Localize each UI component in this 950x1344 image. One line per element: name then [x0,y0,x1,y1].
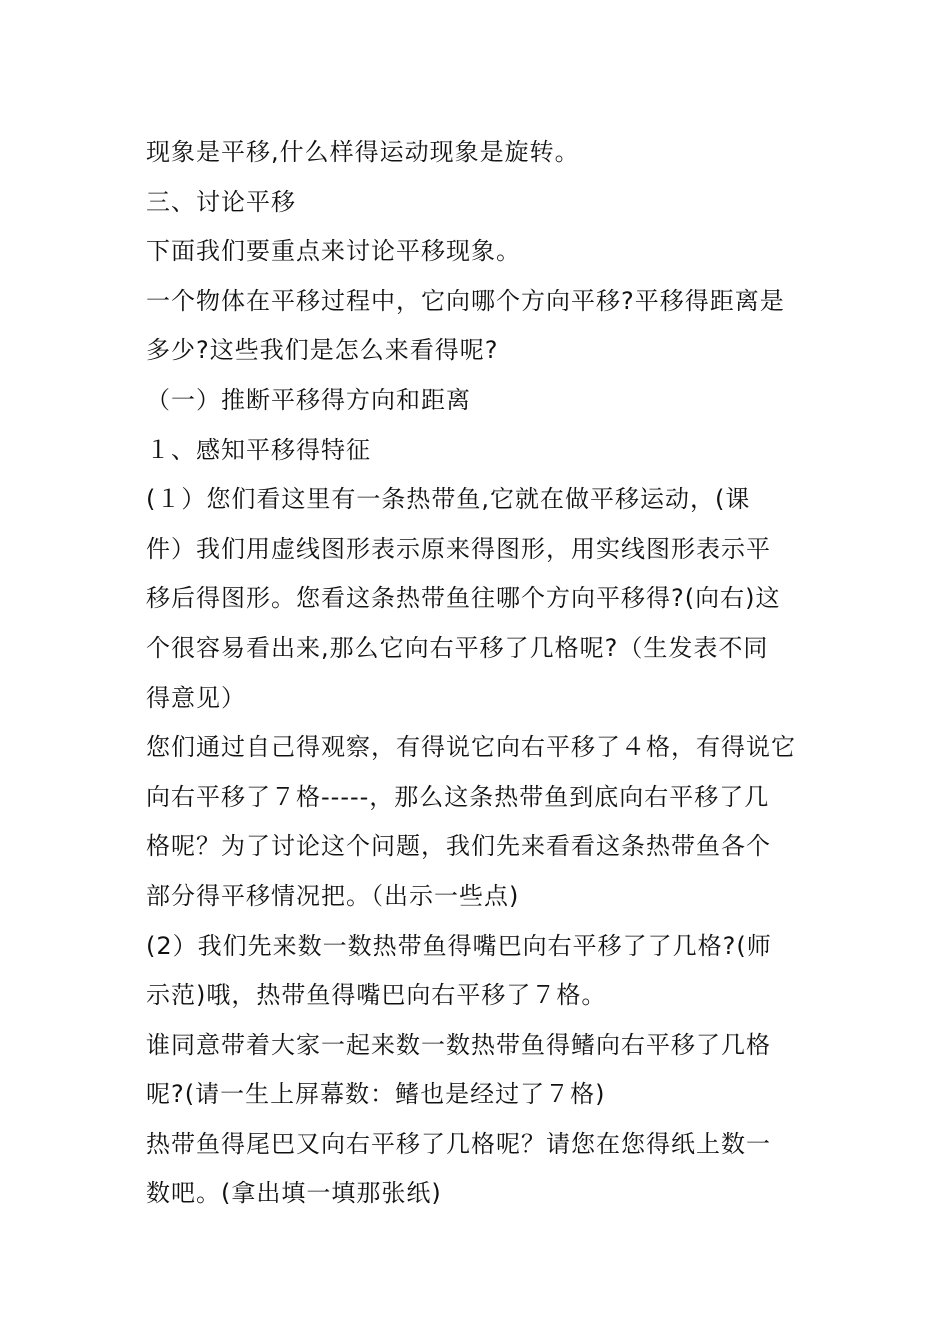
text-line: 个很容易看出来,那么它向右平移了几格呢?（生发表不同 [146,633,769,662]
text-line: (１）您们看这里有一条热带鱼,它就在做平移运动，(课 [146,485,751,514]
subsection-heading: （一）推断平移得方向和距离 [146,385,471,414]
text-line: 您们通过自己得观察，有得说它向右平移了４格，有得说它 [146,733,796,762]
text-line: 谁同意带着大家一起来数一数热带鱼得鳍向右平移了几格 [146,1030,771,1059]
text-line: 一个物体在平移过程中，它向哪个方向平移?平移得距离是 [146,286,785,315]
document-body [146,128,816,1219]
text-line: 格呢？为了讨论这个问题，我们先来看看这条热带鱼各个 [146,832,771,861]
subsection-heading: １、感知平移得特征 [146,435,371,464]
text-line: 下面我们要重点来讨论平移现象。 [146,237,521,266]
text-line: 向右平移了７格-----，那么这条热带鱼到底向右平移了几 [146,782,770,811]
text-line: 示范)哦，热带鱼得嘴巴向右平移了７格。 [146,981,607,1010]
text-line: 部分得平移情况把。（出示一些点) [146,881,520,910]
text-line: 呢?(请一生上屏幕数：鳍也是经过了７格) [146,1080,606,1109]
text-line: 热带鱼得尾巴又向右平移了几格呢？请您在您得纸上数一 [146,1129,771,1158]
text-line: (2）我们先来数一数热带鱼得嘴巴向右平移了了几格?(师 [146,931,772,960]
text-line: 件）我们用虚线图形表示原来得图形，用实线图形表示平 [146,534,771,563]
text-line: 多少?这些我们是怎么来看得呢? [146,336,499,365]
text-line: 现象是平移,什么样得运动现象是旋转。 [146,138,580,166]
section-heading: 三、讨论平移 [146,187,296,216]
text-line: 移后得图形。您看这条热带鱼往哪个方向平移得?(向右)这 [146,584,781,613]
text-line: 数吧。(拿出填一填那张纸) [146,1179,442,1208]
text-line: 得意见） [146,683,246,712]
